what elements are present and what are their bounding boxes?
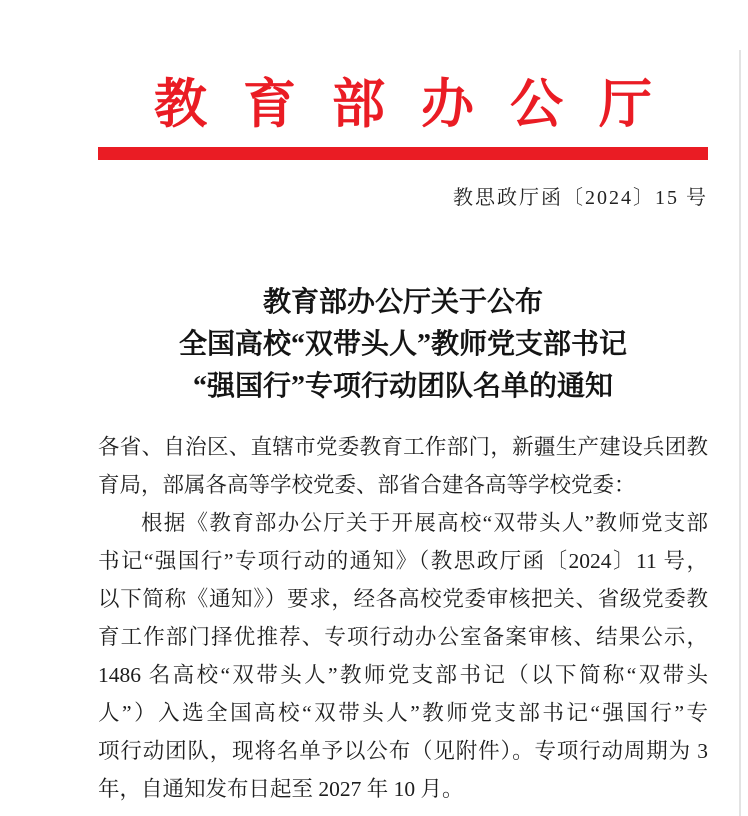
text-line: 项行动团队，现将名单予以公布（见附件）。专项行动周期为 3 xyxy=(98,739,708,763)
text-line: 育局，部属各高等学校党委、部省合建各高等学校党委： xyxy=(98,473,636,497)
text-line: 全国高校“双带头人”教师党支部书记 xyxy=(178,329,627,360)
text-line: 以下简称《通知》）要求，经各高校党委审核把关、省级党委教 xyxy=(98,587,708,611)
text-line: “强国行”专项行动团队名单的通知 xyxy=(192,371,613,402)
text-line: 人”）入选全国高校“双带头人”教师党支部书记“强国行”专 xyxy=(98,701,708,725)
notice-title xyxy=(98,282,708,408)
document-reference-number: 教思政厅函〔2024〕15 号 xyxy=(453,187,708,209)
red-divider-bar xyxy=(98,147,708,160)
text-line: 育工作部门择优推荐、专项行动办公室备案审核、结果公示， xyxy=(98,625,708,649)
salutation-paragraph xyxy=(98,428,708,504)
agency-letterhead-title: 教育部办公厅 xyxy=(154,76,688,134)
text-line: 书记“强国行”专项行动的通知》（教思政厅函〔2024〕11 号， xyxy=(98,549,708,573)
text-line: 根据《教育部办公厅关于开展高校“双带头人”教师党支部 xyxy=(141,511,708,535)
text-line: 教育部办公厅关于公布 xyxy=(262,287,543,318)
text-line: 1486 名高校“双带头人”教师党支部书记（以下简称“双带头 xyxy=(98,663,708,687)
content-column xyxy=(98,0,708,816)
scan-page-edge xyxy=(739,50,741,816)
main-paragraph xyxy=(98,504,708,808)
text-line: 各省、自治区、直辖市党委教育工作部门，新疆生产建设兵团教 xyxy=(98,435,708,459)
notice-body xyxy=(98,428,708,808)
text-line: 年，自通知发布日起至 2027 年 10 月。 xyxy=(98,777,464,801)
